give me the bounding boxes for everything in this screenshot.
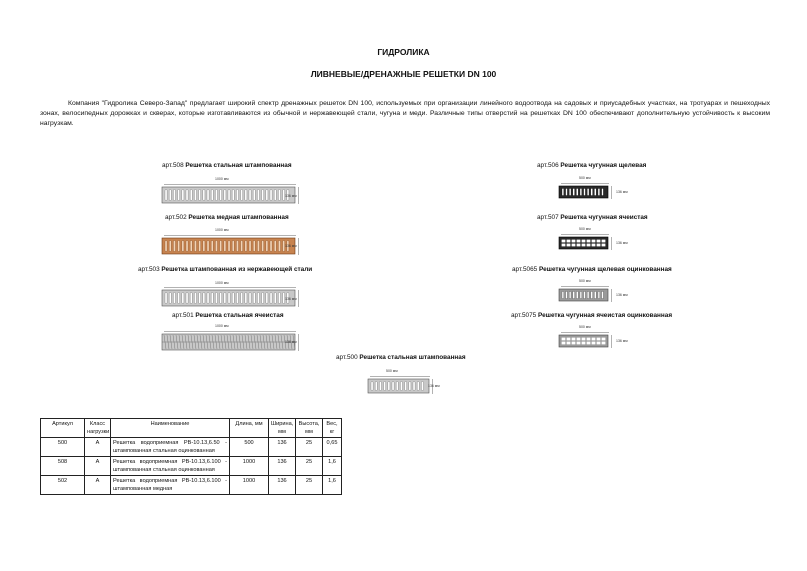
cell-weight: 0,65: [323, 438, 342, 457]
header-weight: Вес, кг: [323, 419, 342, 438]
cell-name: Решетка водоприемная РВ-10.13,6.100 - штампованная медная: [111, 476, 230, 495]
header-load-class: Класс нагрузки: [85, 419, 111, 438]
dimension-width: 136 мм: [616, 241, 628, 245]
product-art: арт.506: [537, 162, 559, 169]
table-row: [41, 438, 342, 457]
dimension-length: 1000 мм: [215, 281, 229, 285]
product-art: арт.5075: [511, 312, 537, 319]
product-art: арт.500: [336, 354, 358, 361]
product-name: Решетка штампованная из нержавеющей стали: [161, 266, 313, 273]
cell-width: 136: [269, 457, 296, 476]
dimension-length: 500 мм: [579, 227, 591, 231]
product-name: Решетка стальная штампованная: [185, 162, 292, 169]
product-art: арт.508: [162, 162, 184, 169]
product-art: арт.503: [138, 266, 160, 273]
cell-load-class: A: [85, 476, 111, 495]
intro-paragraph: Компания "Гидролика Северо-Запад" предлагает широкий спектр дренажных решеток DN 100, используемых при организации линейного водоотвода на садовых и приусадебных участках, на тротуарах и пешеходных зонах, велосипедных дорожках и скверах, которые изготавливаются из обычной и нержавеющей стали, чугуна и меди. Различные типы отверстий на решетках DN 100 обеспечивают дополнительную устойчивость к высоким нагрузкам.: [40, 100, 770, 127]
product-name: Решетка стальная штампованная: [359, 354, 466, 361]
product-label-507: [537, 214, 648, 221]
table-row: [41, 457, 342, 476]
product-label-5065: [512, 266, 672, 273]
cell-name: Решетка водоприемная РВ-10.13,6.100 - штампованная стальная оцинкованная: [111, 457, 230, 476]
header-width: Ширина, мм: [269, 419, 296, 438]
cell-width: 136: [269, 438, 296, 457]
grate-image-5065: [557, 285, 613, 303]
dimension-width: 136 мм: [285, 244, 297, 248]
product-name: Решетка чугунная ячеистая оцинкованная: [537, 312, 673, 319]
product-art: арт.502: [165, 214, 187, 221]
header-height: Высота, мм: [296, 419, 323, 438]
dimension-length: 500 мм: [579, 176, 591, 180]
product-label-501: [172, 312, 284, 319]
table-header-row: [41, 419, 342, 438]
dimension-width: 136 мм: [285, 194, 297, 198]
product-label-500: [336, 354, 466, 361]
cell-height: 25: [296, 476, 323, 495]
dimension-length: 500 мм: [579, 325, 591, 329]
dimension-width: 136 мм: [616, 190, 628, 194]
dimension-length: 500 мм: [386, 369, 398, 373]
cell-height: 25: [296, 438, 323, 457]
grate-image-500: [366, 375, 434, 395]
product-label-5075: [511, 312, 672, 319]
spec-table: [40, 418, 342, 495]
grate-image-506: [557, 182, 613, 200]
product-art: арт.5065: [512, 266, 538, 273]
cell-length: 1000: [230, 476, 269, 495]
product-art: арт.507: [537, 214, 559, 221]
product-name: Решетка чугунная щелевая оцинкованная: [538, 266, 672, 273]
product-label-502: [165, 214, 289, 221]
header-length: Длина, мм: [230, 419, 269, 438]
dimension-length: 1000 мм: [215, 228, 229, 232]
grate-image-501: [160, 330, 300, 352]
cell-weight: 1,6: [323, 457, 342, 476]
table-row: [41, 476, 342, 495]
dimension-width: 136 мм: [616, 339, 628, 343]
product-name: Решетка чугунная ячеистая: [560, 214, 648, 221]
cell-height: 25: [296, 457, 323, 476]
cell-load-class: A: [85, 457, 111, 476]
cell-article: 508: [41, 457, 85, 476]
page-title: ГИДРОЛИКА: [377, 47, 430, 57]
dimension-width: 136 мм: [428, 384, 440, 388]
dimension-width: 136 мм: [285, 297, 297, 301]
dimension-width: 136 мм: [616, 293, 628, 297]
dimension-length: 1000 мм: [215, 324, 229, 328]
cell-name: Решетка водоприемная РВ-10.13,6.50 - штампованная стальная оцинкованная: [111, 438, 230, 457]
grate-image-503: [160, 286, 300, 308]
cell-load-class: A: [85, 438, 111, 457]
product-art: арт.501: [172, 312, 194, 319]
cell-length: 1000: [230, 457, 269, 476]
dimension-length: 500 мм: [579, 279, 591, 283]
product-label-503: [138, 266, 312, 273]
page-subtitle: ЛИВНЕВЫЕ/ДРЕНАЖНЫЕ РЕШЕТКИ DN 100: [310, 69, 497, 79]
grate-image-507: [557, 233, 613, 251]
cell-weight: 1,6: [323, 476, 342, 495]
header-name: Наименование: [111, 419, 230, 438]
cell-length: 500: [230, 438, 269, 457]
grate-image-5075: [557, 331, 613, 349]
product-name: Решетка стальная ячеистая: [195, 312, 284, 319]
grate-image-508: [160, 183, 300, 205]
cell-article: 500: [41, 438, 85, 457]
dimension-length: 1000 мм: [215, 177, 229, 181]
product-name: Решетка чугунная щелевая: [560, 162, 647, 169]
dimension-width: 136 мм: [285, 340, 297, 344]
cell-article: 502: [41, 476, 85, 495]
product-name: Решетка медная штампованная: [188, 214, 289, 221]
product-label-508: [162, 162, 292, 169]
grate-image-502: [160, 234, 300, 256]
cell-width: 136: [269, 476, 296, 495]
header-article: Артикул: [41, 419, 85, 438]
product-label-506: [537, 162, 646, 169]
